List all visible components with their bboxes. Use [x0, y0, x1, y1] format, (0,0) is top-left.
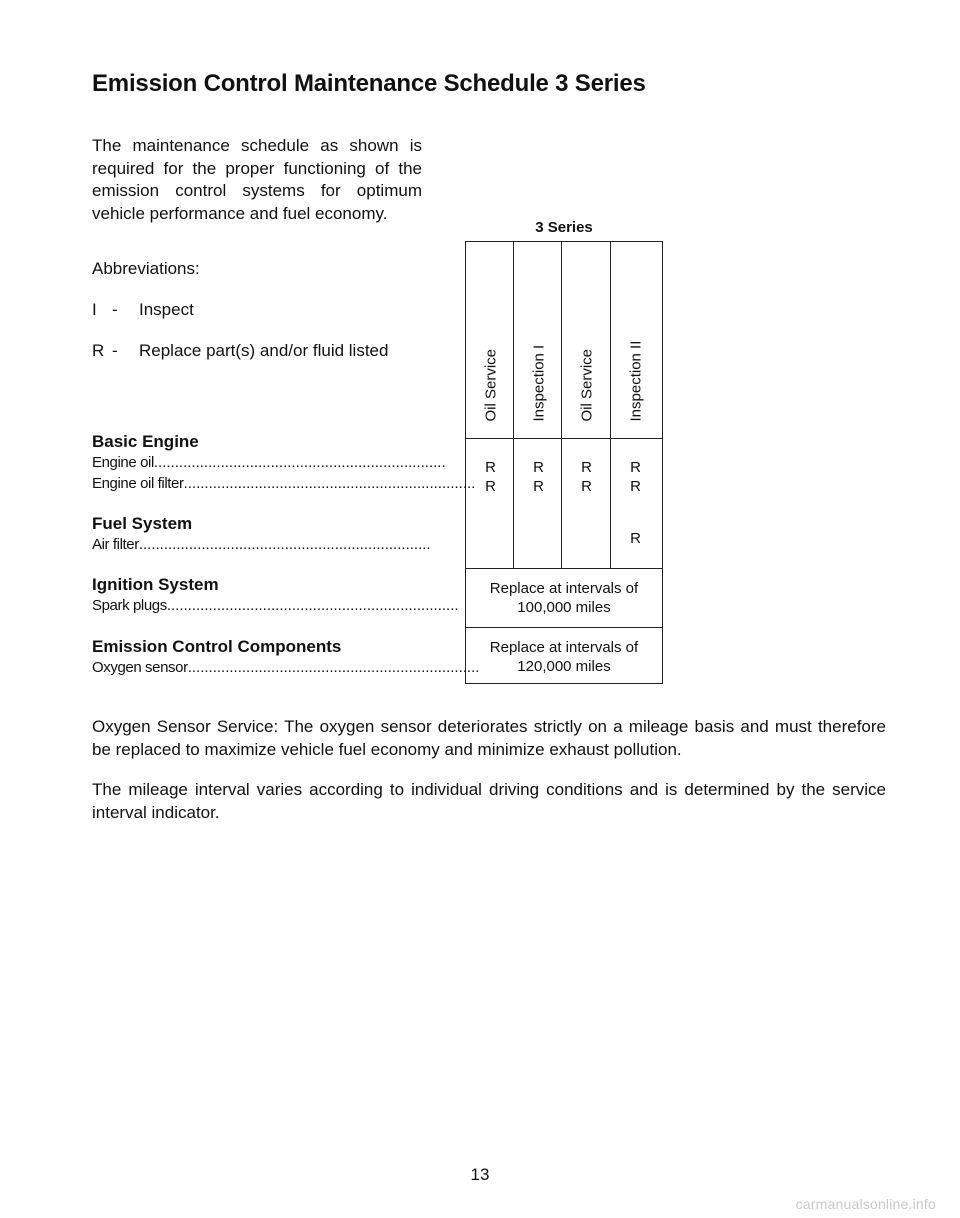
spark-plugs-interval — [466, 579, 662, 617]
section-title: Emission Control Components — [92, 637, 342, 656]
abbreviation-replace — [92, 341, 388, 361]
section-title: Ignition System — [92, 575, 219, 594]
item-label: Spark plugs — [92, 597, 167, 614]
abbreviation-dash: - — [112, 300, 118, 319]
page-number: 13 — [470, 1165, 490, 1184]
cell-engine-oil: R — [581, 459, 592, 476]
item-engine-oil-filter — [92, 473, 476, 494]
section-basic-engine — [92, 432, 476, 494]
item-air-filter — [92, 534, 431, 555]
leader-dots: ...................................................................... — [138, 536, 431, 553]
interval-line: Replace at intervals of — [489, 580, 639, 597]
intro-paragraph: The maintenance schedule as shown is required for the proper functioning of the emission control systems for optimum vehicle performance and fuel economy. — [92, 136, 422, 223]
section-ignition-system — [92, 575, 459, 616]
cell-engine-oil: R — [485, 459, 496, 476]
oxygen-sensor-interval — [466, 638, 662, 676]
abbreviation-meaning: Replace part(s) and/or fluid listed — [139, 341, 389, 360]
column-header-inspection-2 — [611, 242, 660, 438]
item-oxygen-sensor — [92, 657, 480, 678]
cell-engine-oil-filter: R — [533, 478, 544, 495]
abbreviation-dash: - — [112, 341, 118, 360]
abbreviation-inspect — [92, 300, 194, 320]
column-header-label: Oil Service — [578, 348, 595, 422]
leader-dots: ...................................................................... — [183, 475, 476, 492]
watermark: carmanualsonline.info — [795, 1196, 936, 1212]
schedule-heading: 3 Series — [535, 219, 593, 236]
mileage-interval-paragraph: The mileage interval varies according to individual driving conditions and is determined by the service interval indicator. — [92, 780, 886, 822]
section-title: Fuel System — [92, 514, 193, 533]
column-header-oil-service-2 — [562, 242, 611, 438]
abbreviation-code: R — [92, 341, 105, 360]
column-header-label: Inspection II — [627, 340, 644, 422]
leader-dots: ...................................................................... — [166, 597, 459, 614]
column-header-inspection-1 — [514, 242, 563, 438]
item-label: Engine oil — [92, 454, 154, 471]
cell-engine-oil: R — [533, 459, 544, 476]
column-header-oil-service-1 — [466, 242, 515, 438]
page-title: Emission Control Maintenance Schedule 3 Series — [92, 70, 646, 97]
abbreviation-code: I — [92, 300, 97, 319]
section-title: Basic Engine — [92, 432, 199, 451]
oxygen-sensor-paragraph: Oxygen Sensor Service: The oxygen sensor deteriorates strictly on a mileage basis and must therefore be replaced to maximize vehicle fuel economy and minimize exhaust pollution. — [92, 717, 886, 759]
header-divider — [466, 438, 662, 439]
column-header-label: Oil Service — [482, 348, 499, 422]
leader-dots: ...................................................................... — [153, 454, 446, 471]
cell-air-filter: R — [630, 530, 641, 547]
section-emission-control-components — [92, 637, 480, 678]
column-header-label: Inspection I — [530, 344, 547, 422]
interval-line: Replace at intervals of — [489, 639, 639, 656]
abbreviations-heading: Abbreviations: — [92, 259, 200, 278]
interval-miles: 120,000 miles — [517, 658, 611, 675]
cell-engine-oil: R — [630, 459, 641, 476]
item-label: Air filter — [92, 536, 139, 553]
abbreviation-meaning: Inspect — [139, 300, 194, 319]
cell-engine-oil-filter: R — [630, 478, 641, 495]
item-spark-plugs — [92, 595, 459, 616]
item-engine-oil — [92, 452, 446, 473]
leader-dots: ...................................................................... — [187, 659, 480, 676]
item-label: Engine oil filter — [92, 475, 184, 492]
cell-engine-oil-filter: R — [581, 478, 592, 495]
cell-engine-oil-filter: R — [485, 478, 496, 495]
interval-miles: 100,000 miles — [517, 599, 611, 616]
schedule-table — [465, 241, 663, 684]
section-fuel-system — [92, 514, 431, 555]
item-label: Oxygen sensor — [92, 659, 188, 676]
row-divider — [466, 568, 662, 569]
row-divider — [466, 627, 662, 628]
